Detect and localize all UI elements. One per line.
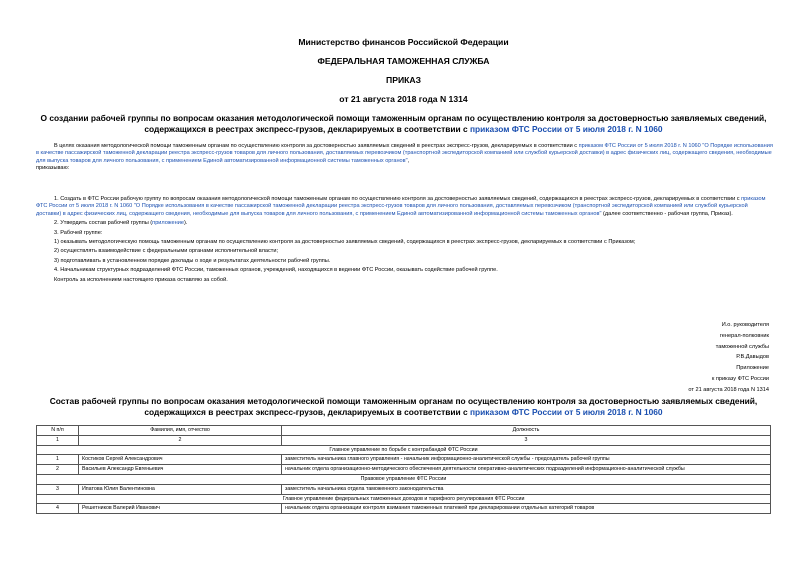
item-1-text: 1. Создать в ФТС России рабочую группу по вопросам оказания методологической помощи таможенным органам по осуществлению контроля за достоверностью заявляемых сведений, содержащихся в реестрах экспресс-грузов, декларируемых в соответствии с <box>54 196 742 202</box>
row-name: Костиков Сергей Александрович <box>79 455 282 465</box>
group-row <box>37 494 771 504</box>
order-1060-link[interactable]: приказом ФТС России от 5 июля 2018 г. N 1060 <box>469 124 663 134</box>
row-name: Решетников Валерий Иванович <box>79 504 282 514</box>
header-position: Должность <box>282 426 771 436</box>
preamble-order-link[interactable]: приказом ФТС России от 5 июля 2018 г. N 1060 "О Порядке использования в качестве пассажирской таможенной декларации реестра экспресс-грузов товаров для личного пользования, доставляемых перевозчиком (транспортной экспедиторской компанией или службой курьерской доставки) в адрес физических лиц, содержащего сведения, необходимые для выпуска товаров для личного пользования, с применением Единой автоматизированной информационной системы таможенных органов" <box>36 143 773 164</box>
group-title: Правовое управление ФТС России <box>37 474 771 484</box>
order-word: приказываю: <box>36 165 70 172</box>
group-row <box>37 445 771 455</box>
row-number: 1 <box>37 455 79 465</box>
item-3-3: 3) подготавливать в установленном порядке доклады о ходе и результатах деятельности рабочей группы. <box>54 257 331 264</box>
header-name: Фамилия, имя, отчество <box>79 426 282 436</box>
signature-line-3: таможенной службы <box>715 343 769 350</box>
composition-table <box>36 425 771 514</box>
group-title: Главное управление по борьбе с контрабандой ФТС России <box>37 445 771 455</box>
composition-order-link[interactable]: приказом ФТС России от 5 июля 2018 г. N 1060 <box>469 407 663 417</box>
item-3-1: 1) оказывать методологическую помощь таможенным органам по осуществлению контроля за достоверностью заявляемых сведений, содержащихся в реестрах экспресс-грузов, декларируемых в соответствии с Приказом; <box>54 239 636 246</box>
item-5: Контроль за исполнением настоящего приказа оставляю за собой. <box>54 276 228 283</box>
service-name: ФЕДЕРАЛЬНАЯ ТАМОЖЕННАЯ СЛУЖБА <box>317 56 490 66</box>
signature-line-2: генерал-полковник <box>719 332 769 339</box>
signature-line-1: И.о. руководителя <box>721 322 769 328</box>
row-name: Васильев Александр Евгеньевич <box>79 465 282 475</box>
signature-name: Р.В.Давыдов <box>736 354 769 361</box>
table-header-row <box>37 426 771 436</box>
row-position: заместитель начальника главного управления - начальник информационно-аналитической службы - председатель рабочей группы <box>282 455 771 465</box>
item-3: 3. Рабочей группе: <box>54 229 103 236</box>
item-2 <box>36 220 774 227</box>
group-title: Главное управление федеральных таможенных доходов и тарифного регулирования ФТС России <box>37 494 771 504</box>
item-3-2: 2) осуществлять взаимодействие с федеральными органами исполнительной власти; <box>54 248 279 255</box>
signature-block <box>688 320 769 396</box>
table-row <box>37 504 771 514</box>
row-name: Ипатова Юлия Валентиновна <box>79 484 282 494</box>
table-row <box>37 465 771 475</box>
appendix-line-3: от 21 августа 2018 года N 1314 <box>688 386 769 393</box>
column-number-2: 2 <box>79 435 282 445</box>
document-title <box>30 113 777 135</box>
column-number-1: 1 <box>37 435 79 445</box>
row-position: заместитель начальника отдела таможенного законодательства <box>282 484 771 494</box>
appendix-line-2: к приказу ФТС России <box>711 375 769 382</box>
composition-title-text: Состав рабочей группы по вопросам оказания методологической помощи таможенным органам по осуществлению контроля за достоверностью заявляемых сведений, содержащихся в реестрах экспресс-грузов, декларируемых в соответствии с <box>49 396 758 417</box>
document-date-number: от 21 августа 2018 года N 1314 <box>339 94 468 104</box>
row-position: начальник отдела организации контроля взимания таможенных платежей при декларировании отдельных категорий товаров <box>282 504 771 514</box>
group-row <box>37 474 771 484</box>
preamble <box>36 143 774 173</box>
item-2-tail: ). <box>184 220 188 227</box>
item-4: 4. Начальникам структурных подразделений ФТС России, таможенных органов, учреждений, находящихся в ведении ФТС России, оказывать содействие рабочей группе. <box>54 267 498 274</box>
document-type: ПРИКАЗ <box>386 75 421 85</box>
header-number: N п/п <box>37 426 79 436</box>
row-number: 2 <box>37 465 79 475</box>
item-1-order-link[interactable]: приказом ФТС России от 5 июля 2018 г. N 1060 "О Порядке использования в качестве пассажирской таможенной декларации реестра экспресс-грузов товаров для личного пользования, доставляемых перевозчиком (транспортной экспедиторской компанией или службой курьерской доставки) в адрес физических лиц, содержащего сведения, необходимые для выпуска товаров для личного пользования, с применением Единой автоматизированной информационной системы таможенных органов" <box>36 196 766 217</box>
table-row <box>37 484 771 494</box>
composition-title <box>30 396 777 418</box>
ministry-name: Министерство финансов Российской Федерации <box>298 37 509 47</box>
table-row <box>37 455 771 465</box>
appendix-link[interactable]: приложение <box>152 220 184 227</box>
column-number-row <box>37 435 771 445</box>
document-title-text: О создании рабочей группы по вопросам оказания методологической помощи таможенным органам по осуществлению контроля за достоверностью заявляемых сведений, содержащихся в реестрах экспресс-грузов, декларируемых в соответствии с <box>40 113 767 134</box>
item-2-text: 2. Утвердить состав рабочей группы ( <box>54 220 153 227</box>
row-number: 3 <box>37 484 79 494</box>
row-position: начальник отдела организационно-методического обеспечения деятельности оперативно-аналитических подразделений информационно-аналитической службы <box>282 465 771 475</box>
item-1-tail: (далее соответственно - рабочая группа, Приказ). <box>601 210 733 217</box>
preamble-text: В целях оказания методологической помощи таможенным органам по осуществлению контроля за достоверностью заявляемых сведений в реестрах экспресс-грузов, декларируемых в соответствии с <box>54 143 579 149</box>
appendix-line-1: Приложение <box>736 365 769 372</box>
column-number-3: 3 <box>282 435 771 445</box>
row-number: 4 <box>37 504 79 514</box>
order-items <box>36 196 774 284</box>
preamble-paragraph <box>36 143 774 165</box>
item-1 <box>36 196 774 218</box>
preamble-tail: , <box>407 157 410 164</box>
